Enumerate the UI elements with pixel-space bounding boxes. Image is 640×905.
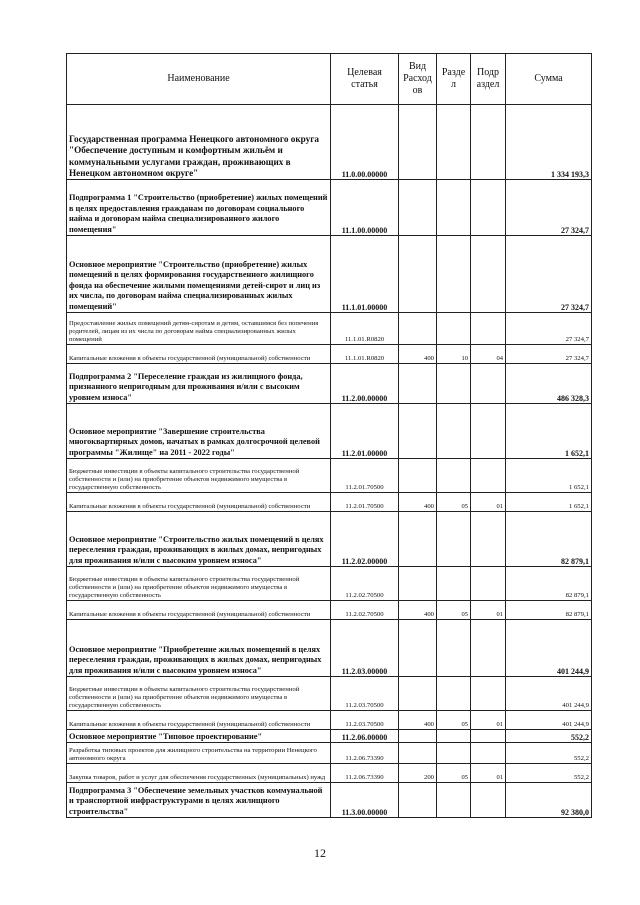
row-subsection-cell xyxy=(471,105,506,180)
row-name-cell: Основное мероприятие "Завершение строительства многоквартирных домов, начатых в рамках долгосрочной целевой программы "Жилище" на 2011 - 2022 годы" xyxy=(67,404,331,459)
row-target-article-cell: 11.2.06.00000 xyxy=(331,730,399,743)
row-subsection-cell xyxy=(471,364,506,404)
row-subsection-cell xyxy=(471,743,506,764)
table-row xyxy=(67,404,592,459)
row-target-article-cell: 11.2.02.00000 xyxy=(331,512,399,567)
table-row xyxy=(67,459,592,493)
row-name-cell: Подпрограмма 2 "Переселение граждан из жилищного фонда, признанного непригодным для проживания и/или с высоким уровнем износа" xyxy=(67,364,331,404)
row-target-article-cell: 11.1.01.R0820 xyxy=(331,345,399,364)
row-section-cell xyxy=(437,743,471,764)
row-section-cell xyxy=(437,180,471,236)
row-target-article-cell: 11.2.02.70500 xyxy=(331,601,399,620)
table-row xyxy=(67,313,592,345)
row-amount-cell: 27 324,7 xyxy=(506,313,592,345)
row-name-cell: Бюджетные инвестиции в объекты капитального строительства государственной собственности и (или) на приобретение объектов недвижимого имущества в государственную собственность xyxy=(67,459,331,493)
row-subsection-cell xyxy=(471,313,506,345)
row-name-cell: Капитальные вложения в объекты государственной (муниципальной) собственности xyxy=(67,493,331,512)
row-name-cell: Основное мероприятие "Строительство жилых помещений в целях переселения граждан, проживающих в жилых домах, непригодных для проживания и/или с высоким уровнем износа" xyxy=(67,512,331,567)
row-target-article-cell: 11.2.01.00000 xyxy=(331,404,399,459)
table-row xyxy=(67,236,592,313)
row-amount-cell: 27 324,7 xyxy=(506,345,592,364)
table-row xyxy=(67,601,592,620)
table-row xyxy=(67,764,592,783)
row-amount-cell: 552,2 xyxy=(506,730,592,743)
row-expense-type-cell xyxy=(399,677,437,711)
row-section-cell xyxy=(437,512,471,567)
row-expense-type-cell xyxy=(399,567,437,601)
row-target-article-cell: 11.2.03.00000 xyxy=(331,620,399,677)
row-expense-type-cell: 400 xyxy=(399,711,437,730)
row-target-article-cell: 11.2.06.73390 xyxy=(331,764,399,783)
row-expense-type-cell: 400 xyxy=(399,601,437,620)
row-expense-type-cell xyxy=(399,236,437,313)
row-expense-type-cell xyxy=(399,313,437,345)
row-name-cell: Капитальные вложения в объекты государственной (муниципальной) собственности xyxy=(67,711,331,730)
row-subsection-cell: 01 xyxy=(471,601,506,620)
table-row xyxy=(67,567,592,601)
row-expense-type-cell xyxy=(399,783,437,818)
row-target-article-cell: 11.1.01.R0820 xyxy=(331,313,399,345)
row-target-article-cell: 11.2.01.70500 xyxy=(331,459,399,493)
header-subsection: Подр аздел xyxy=(471,54,506,105)
table-row xyxy=(67,730,592,743)
row-expense-type-cell xyxy=(399,364,437,404)
table-row xyxy=(67,345,592,364)
row-target-article-cell: 11.2.03.70500 xyxy=(331,711,399,730)
row-name-cell: Капитальные вложения в объекты государственной (муниципальной) собственности xyxy=(67,345,331,364)
row-target-article-cell: 11.2.02.70500 xyxy=(331,567,399,601)
row-name-cell: Государственная программа Ненецкого автономного округа "Обеспечение доступным и комфортным жильём и коммунальными услугами граждан, проживающих в Ненецком автономном округе" xyxy=(67,105,331,180)
row-target-article-cell: 11.0.00.00000 xyxy=(331,105,399,180)
row-name-cell: Разработка типовых проектов для жилищного строительства на территории Ненецкого автономного округа xyxy=(67,743,331,764)
row-expense-type-cell xyxy=(399,743,437,764)
row-expense-type-cell xyxy=(399,459,437,493)
table-body xyxy=(67,105,592,818)
row-name-cell: Бюджетные инвестиции в объекты капитального строительства государственной собственности и (или) на приобретение объектов недвижимого имущества в государственную собственность xyxy=(67,677,331,711)
row-section-cell: 05 xyxy=(437,711,471,730)
row-section-cell xyxy=(437,313,471,345)
row-target-article-cell: 11.2.06.73390 xyxy=(331,743,399,764)
row-section-cell: 05 xyxy=(437,764,471,783)
row-subsection-cell: 04 xyxy=(471,345,506,364)
row-amount-cell: 1 652,1 xyxy=(506,459,592,493)
row-target-article-cell: 11.2.00.00000 xyxy=(331,364,399,404)
row-section-cell xyxy=(437,677,471,711)
row-amount-cell: 82 879,1 xyxy=(506,601,592,620)
row-name-cell: Бюджетные инвестиции в объекты капитального строительства государственной собственности и (или) на приобретение объектов недвижимого имущества в государственную собственность xyxy=(67,567,331,601)
row-subsection-cell xyxy=(471,180,506,236)
row-expense-type-cell: 400 xyxy=(399,493,437,512)
table-row xyxy=(67,620,592,677)
table-row xyxy=(67,677,592,711)
row-amount-cell: 401 244,9 xyxy=(506,620,592,677)
table-row xyxy=(67,364,592,404)
row-amount-cell: 401 244,9 xyxy=(506,711,592,730)
row-expense-type-cell xyxy=(399,512,437,567)
page-number: 12 xyxy=(314,846,326,860)
row-section-cell: 10 xyxy=(437,345,471,364)
row-name-cell: Основное мероприятие "Приобретение жилых помещений в целях переселения граждан, проживающих в жилых домах, непригодных для проживания и/или с высоким уровнем износа" xyxy=(67,620,331,677)
row-target-article-cell: 11.2.03.70500 xyxy=(331,677,399,711)
row-name-cell: Закупка товаров, работ и услуг для обеспечения государственных (муниципальных) нужд xyxy=(67,764,331,783)
row-subsection-cell xyxy=(471,730,506,743)
row-expense-type-cell xyxy=(399,105,437,180)
row-subsection-cell: 01 xyxy=(471,764,506,783)
row-name-cell: Основное мероприятие "Строительство (приобретение) жилых помещений в целях формирования государственного жилищного фонда на обеспечение жилыми помещениями детей-сирот и лиц из их числа, по договорам найма специализированных жилых помещений" xyxy=(67,236,331,313)
row-name-cell: Подпрограмма 3 "Обеспечение земельных участков коммунальной и транспортной инфраструктурами в целях жилищного строительства" xyxy=(67,783,331,818)
row-subsection-cell xyxy=(471,783,506,818)
table-row xyxy=(67,105,592,180)
row-amount-cell: 552,2 xyxy=(506,764,592,783)
header-name: Наименование xyxy=(67,54,331,105)
row-amount-cell: 82 879,1 xyxy=(506,512,592,567)
row-section-cell xyxy=(437,620,471,677)
row-section-cell xyxy=(437,364,471,404)
row-amount-cell: 486 328,3 xyxy=(506,364,592,404)
row-amount-cell: 1 334 193,3 xyxy=(506,105,592,180)
row-expense-type-cell xyxy=(399,730,437,743)
row-subsection-cell xyxy=(471,567,506,601)
row-subsection-cell xyxy=(471,620,506,677)
row-subsection-cell xyxy=(471,404,506,459)
row-section-cell xyxy=(437,730,471,743)
row-expense-type-cell: 200 xyxy=(399,764,437,783)
header-target-article: Целевая статья xyxy=(331,54,399,105)
row-expense-type-cell: 400 xyxy=(399,345,437,364)
row-section-cell xyxy=(437,236,471,313)
row-target-article-cell: 11.1.00.00000 xyxy=(331,180,399,236)
row-name-cell: Подпрограмма 1 "Строительство (приобретение) жилых помещений в целях предоставления гражданам по договорам социального найма и договорам найма специализированного жилого помещения" xyxy=(67,180,331,236)
row-subsection-cell xyxy=(471,459,506,493)
row-amount-cell: 82 879,1 xyxy=(506,567,592,601)
row-amount-cell: 1 652,1 xyxy=(506,493,592,512)
row-amount-cell: 552,2 xyxy=(506,743,592,764)
header-section: Разде л xyxy=(437,54,471,105)
row-amount-cell: 27 324,7 xyxy=(506,236,592,313)
row-section-cell xyxy=(437,783,471,818)
table-row xyxy=(67,180,592,236)
row-subsection-cell: 01 xyxy=(471,493,506,512)
table-row xyxy=(67,711,592,730)
table-row xyxy=(67,493,592,512)
row-subsection-cell: 01 xyxy=(471,711,506,730)
table-header-row xyxy=(67,54,592,105)
row-name-cell: Капитальные вложения в объекты государственной (муниципальной) собственности xyxy=(67,601,331,620)
table-row xyxy=(67,743,592,764)
row-amount-cell: 92 380,0 xyxy=(506,783,592,818)
header-expense-type: Вид Расход ов xyxy=(399,54,437,105)
table-row xyxy=(67,783,592,818)
row-section-cell xyxy=(437,459,471,493)
row-name-cell: Предоставление жилых помещений детям-сиротам и детям, оставшимся без попечения родителей, лицам из их числа по договорам найма специализированных жилых помещений xyxy=(67,313,331,345)
row-expense-type-cell xyxy=(399,620,437,677)
row-section-cell: 05 xyxy=(437,493,471,512)
row-target-article-cell: 11.1.01.00000 xyxy=(331,236,399,313)
row-expense-type-cell xyxy=(399,180,437,236)
row-amount-cell: 401 244,9 xyxy=(506,677,592,711)
row-name-cell: Основное мероприятие "Типовое проектирование" xyxy=(67,730,331,743)
header-amount: Сумма xyxy=(506,54,592,105)
table-row xyxy=(67,512,592,567)
row-section-cell xyxy=(437,105,471,180)
row-amount-cell: 27 324,7 xyxy=(506,180,592,236)
row-section-cell xyxy=(437,567,471,601)
row-target-article-cell: 11.3.00.00000 xyxy=(331,783,399,818)
row-amount-cell: 1 652,1 xyxy=(506,404,592,459)
budget-table xyxy=(66,53,592,818)
row-subsection-cell xyxy=(471,512,506,567)
row-target-article-cell: 11.2.01.70500 xyxy=(331,493,399,512)
row-section-cell: 05 xyxy=(437,601,471,620)
row-subsection-cell xyxy=(471,236,506,313)
row-subsection-cell xyxy=(471,677,506,711)
row-expense-type-cell xyxy=(399,404,437,459)
row-section-cell xyxy=(437,404,471,459)
